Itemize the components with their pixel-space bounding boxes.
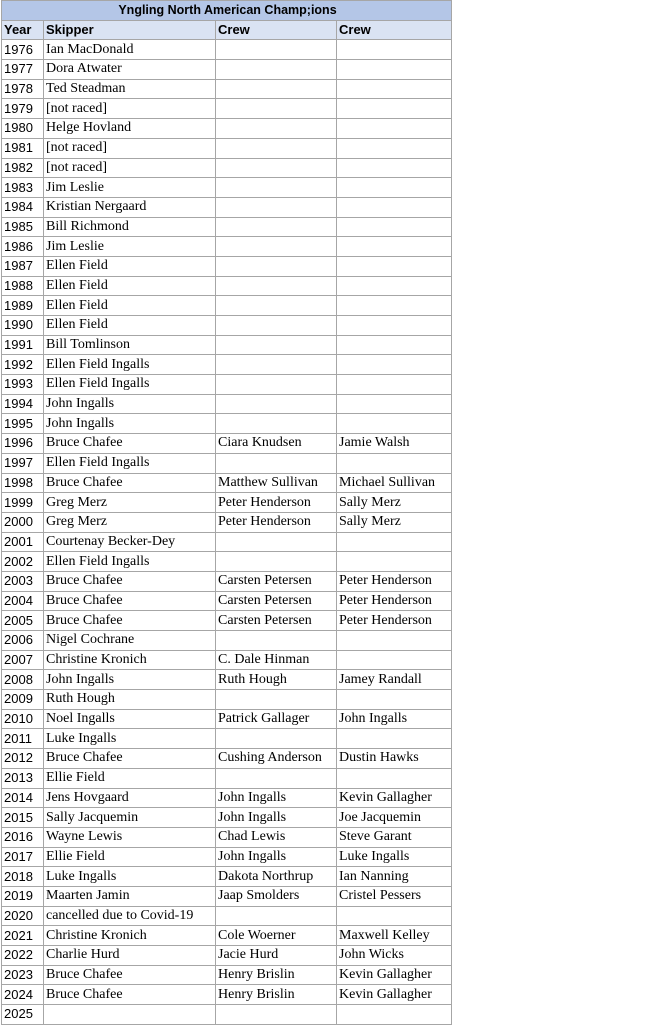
crew1-cell[interactable]: Ciara Knudsen: [216, 434, 337, 454]
crew2-cell[interactable]: [337, 729, 452, 749]
table-row: [2, 276, 452, 296]
year-cell[interactable]: 1980: [2, 119, 44, 139]
crew2-cell[interactable]: [337, 296, 452, 316]
crew2-cell[interactable]: [337, 631, 452, 651]
crew1-cell[interactable]: Peter Henderson: [216, 493, 337, 513]
crew1-cell[interactable]: John Ingalls: [216, 847, 337, 867]
year-cell[interactable]: 2008: [2, 670, 44, 690]
table-row: [2, 768, 452, 788]
table-row: [2, 631, 452, 651]
crew2-cell[interactable]: Sally Merz: [337, 493, 452, 513]
crew1-cell[interactable]: Jaap Smolders: [216, 886, 337, 906]
champions-table: [1, 0, 452, 1025]
table-row: [2, 453, 452, 473]
skipper-cell[interactable]: Ellen Field Ingalls: [44, 355, 216, 375]
skipper-cell[interactable]: Nigel Cochrane: [44, 631, 216, 651]
table-row: [2, 946, 452, 966]
year-cell[interactable]: 2005: [2, 611, 44, 631]
year-cell[interactable]: 1992: [2, 355, 44, 375]
skipper-cell[interactable]: [44, 1005, 216, 1025]
crew2-cell[interactable]: Dustin Hawks: [337, 749, 452, 769]
crew1-cell[interactable]: [216, 40, 337, 60]
year-cell[interactable]: 2017: [2, 847, 44, 867]
skipper-cell[interactable]: Sally Jacquemin: [44, 808, 216, 828]
year-cell[interactable]: 2012: [2, 749, 44, 769]
skipper-cell[interactable]: Jim Leslie: [44, 178, 216, 198]
table-row: [2, 611, 452, 631]
skipper-cell[interactable]: Ellen Field: [44, 256, 216, 276]
skipper-cell[interactable]: Luke Ingalls: [44, 729, 216, 749]
crew1-cell[interactable]: Henry Brislin: [216, 985, 337, 1005]
skipper-cell[interactable]: Bill Tomlinson: [44, 335, 216, 355]
crew2-cell[interactable]: [337, 650, 452, 670]
crew2-cell[interactable]: Jamey Randall: [337, 670, 452, 690]
year-cell[interactable]: 1991: [2, 335, 44, 355]
year-cell[interactable]: 2020: [2, 906, 44, 926]
table-row: [2, 670, 452, 690]
table-row: [2, 709, 452, 729]
skipper-cell[interactable]: Bruce Chafee: [44, 985, 216, 1005]
year-cell[interactable]: 2024: [2, 985, 44, 1005]
year-cell[interactable]: 2013: [2, 768, 44, 788]
crew1-cell[interactable]: [216, 158, 337, 178]
table-row: [2, 965, 452, 985]
crew1-cell[interactable]: [216, 256, 337, 276]
crew2-cell[interactable]: Kevin Gallagher: [337, 788, 452, 808]
year-cell[interactable]: 2018: [2, 867, 44, 887]
year-cell[interactable]: 2015: [2, 808, 44, 828]
crew1-cell[interactable]: Dakota Northrup: [216, 867, 337, 887]
table-row: [2, 886, 452, 906]
table-row: [2, 512, 452, 532]
crew1-cell[interactable]: [216, 316, 337, 336]
year-cell[interactable]: 1982: [2, 158, 44, 178]
crew2-cell[interactable]: Peter Henderson: [337, 571, 452, 591]
year-cell[interactable]: 1990: [2, 316, 44, 336]
table-row: [2, 552, 452, 572]
crew1-cell[interactable]: [216, 768, 337, 788]
skipper-cell[interactable]: [not raced]: [44, 138, 216, 158]
crew1-cell[interactable]: [216, 276, 337, 296]
crew2-cell[interactable]: [337, 237, 452, 257]
table-row: [2, 434, 452, 454]
table-row: [2, 1005, 452, 1025]
year-cell[interactable]: 2019: [2, 886, 44, 906]
crew1-cell[interactable]: [216, 532, 337, 552]
crew2-cell[interactable]: Kevin Gallagher: [337, 985, 452, 1005]
table-row: [2, 532, 452, 552]
crew2-cell[interactable]: [337, 138, 452, 158]
crew1-cell[interactable]: [216, 138, 337, 158]
crew2-cell[interactable]: [337, 276, 452, 296]
year-cell[interactable]: 2014: [2, 788, 44, 808]
crew1-cell[interactable]: [216, 119, 337, 139]
crew2-cell[interactable]: [337, 906, 452, 926]
skipper-cell[interactable]: Ellie Field: [44, 847, 216, 867]
crew1-cell[interactable]: [216, 296, 337, 316]
table-row: [2, 788, 452, 808]
table-row: [2, 571, 452, 591]
table-row: [2, 119, 452, 139]
table-row: [2, 493, 452, 513]
year-cell[interactable]: 2022: [2, 946, 44, 966]
skipper-cell[interactable]: Greg Merz: [44, 512, 216, 532]
crew1-cell[interactable]: [216, 99, 337, 119]
year-cell[interactable]: 2025: [2, 1005, 44, 1025]
crew2-cell[interactable]: [337, 178, 452, 198]
year-cell[interactable]: 2011: [2, 729, 44, 749]
skipper-cell[interactable]: Ellen Field: [44, 276, 216, 296]
skipper-cell[interactable]: Ellen Field Ingalls: [44, 552, 216, 572]
crew2-cell[interactable]: [337, 768, 452, 788]
year-cell[interactable]: 1978: [2, 79, 44, 99]
skipper-cell[interactable]: Christine Kronich: [44, 926, 216, 946]
skipper-cell[interactable]: Maarten Jamin: [44, 886, 216, 906]
crew1-cell[interactable]: [216, 394, 337, 414]
table-row: [2, 729, 452, 749]
crew1-cell[interactable]: Carsten Petersen: [216, 611, 337, 631]
crew2-cell[interactable]: [337, 552, 452, 572]
skipper-cell[interactable]: [not raced]: [44, 99, 216, 119]
crew2-cell[interactable]: Maxwell Kelley: [337, 926, 452, 946]
year-cell[interactable]: 2009: [2, 690, 44, 710]
crew2-cell[interactable]: [337, 256, 452, 276]
crew1-cell[interactable]: [216, 729, 337, 749]
skipper-cell[interactable]: Ellen Field: [44, 316, 216, 336]
skipper-cell[interactable]: Ian MacDonald: [44, 40, 216, 60]
crew2-cell[interactable]: [337, 375, 452, 395]
year-cell[interactable]: 1985: [2, 217, 44, 237]
crew1-cell[interactable]: C. Dale Hinman: [216, 650, 337, 670]
crew1-cell[interactable]: [216, 197, 337, 217]
skipper-cell[interactable]: John Ingalls: [44, 670, 216, 690]
table-row: [2, 296, 452, 316]
year-cell[interactable]: 1994: [2, 394, 44, 414]
title-row: [2, 1, 452, 21]
table-row: [2, 138, 452, 158]
table-row: [2, 847, 452, 867]
year-cell[interactable]: 2001: [2, 532, 44, 552]
crew2-cell[interactable]: Kevin Gallagher: [337, 965, 452, 985]
crew1-cell[interactable]: John Ingalls: [216, 808, 337, 828]
year-cell[interactable]: 1988: [2, 276, 44, 296]
year-cell[interactable]: 2002: [2, 552, 44, 572]
skipper-cell[interactable]: Greg Merz: [44, 493, 216, 513]
crew2-cell[interactable]: [337, 99, 452, 119]
table-row: [2, 99, 452, 119]
crew2-cell[interactable]: Steve Garant: [337, 827, 452, 847]
crew1-cell[interactable]: [216, 453, 337, 473]
skipper-cell[interactable]: Ellie Field: [44, 768, 216, 788]
skipper-cell[interactable]: Bruce Chafee: [44, 434, 216, 454]
crew1-cell[interactable]: Carsten Petersen: [216, 571, 337, 591]
year-cell[interactable]: 1996: [2, 434, 44, 454]
table-row: [2, 867, 452, 887]
crew2-cell[interactable]: Luke Ingalls: [337, 847, 452, 867]
crew1-cell[interactable]: Peter Henderson: [216, 512, 337, 532]
crew1-cell[interactable]: Patrick Gallager: [216, 709, 337, 729]
table-row: [2, 60, 452, 80]
crew2-cell[interactable]: [337, 1005, 452, 1025]
table-row: [2, 40, 452, 60]
crew2-cell[interactable]: [337, 414, 452, 434]
year-cell[interactable]: 1998: [2, 473, 44, 493]
skipper-cell[interactable]: [not raced]: [44, 158, 216, 178]
year-cell[interactable]: 2006: [2, 631, 44, 651]
table-row: [2, 906, 452, 926]
skipper-cell[interactable]: John Ingalls: [44, 394, 216, 414]
crew2-cell[interactable]: [337, 316, 452, 336]
table-row: [2, 808, 452, 828]
skipper-cell[interactable]: Bruce Chafee: [44, 749, 216, 769]
crew1-cell[interactable]: [216, 237, 337, 257]
crew2-cell[interactable]: [337, 335, 452, 355]
year-cell[interactable]: 2021: [2, 926, 44, 946]
skipper-cell[interactable]: Ellen Field Ingalls: [44, 453, 216, 473]
skipper-cell[interactable]: Dora Atwater: [44, 60, 216, 80]
year-cell[interactable]: 2004: [2, 591, 44, 611]
table-row: [2, 316, 452, 336]
skipper-cell[interactable]: Jens Hovgaard: [44, 788, 216, 808]
year-cell[interactable]: 1987: [2, 256, 44, 276]
crew1-cell[interactable]: Jacie Hurd: [216, 946, 337, 966]
table-row: [2, 79, 452, 99]
year-cell[interactable]: 1984: [2, 197, 44, 217]
year-cell[interactable]: 1983: [2, 178, 44, 198]
crew2-cell[interactable]: Joe Jacquemin: [337, 808, 452, 828]
crew1-cell[interactable]: [216, 60, 337, 80]
crew2-cell[interactable]: John Ingalls: [337, 709, 452, 729]
crew2-cell[interactable]: Cristel Pessers: [337, 886, 452, 906]
table-row: [2, 178, 452, 198]
table-row: [2, 827, 452, 847]
crew2-cell[interactable]: [337, 119, 452, 139]
table-body: [2, 40, 452, 1024]
skipper-cell[interactable]: Noel Ingalls: [44, 709, 216, 729]
crew1-cell[interactable]: [216, 355, 337, 375]
skipper-cell[interactable]: Christine Kronich: [44, 650, 216, 670]
table-row: [2, 237, 452, 257]
table-row: [2, 473, 452, 493]
skipper-cell[interactable]: cancelled due to Covid-19: [44, 906, 216, 926]
table-row: [2, 394, 452, 414]
crew1-cell[interactable]: John Ingalls: [216, 788, 337, 808]
crew1-cell[interactable]: [216, 906, 337, 926]
crew2-cell[interactable]: [337, 690, 452, 710]
skipper-cell[interactable]: Bruce Chafee: [44, 611, 216, 631]
crew2-cell[interactable]: John Wicks: [337, 946, 452, 966]
crew2-cell[interactable]: [337, 453, 452, 473]
year-cell[interactable]: 2003: [2, 571, 44, 591]
skipper-cell[interactable]: Ellen Field: [44, 296, 216, 316]
skipper-cell[interactable]: Luke Ingalls: [44, 867, 216, 887]
year-cell[interactable]: 2016: [2, 827, 44, 847]
crew2-cell[interactable]: [337, 394, 452, 414]
skipper-cell[interactable]: Ellen Field Ingalls: [44, 375, 216, 395]
crew1-cell[interactable]: Cushing Anderson: [216, 749, 337, 769]
crew1-cell[interactable]: [216, 690, 337, 710]
table-row: [2, 158, 452, 178]
crew1-cell[interactable]: Ruth Hough: [216, 670, 337, 690]
table-row: [2, 650, 452, 670]
crew2-cell[interactable]: Ian Nanning: [337, 867, 452, 887]
header-row: [2, 20, 452, 40]
header-year[interactable]: Year: [2, 20, 44, 40]
table-row: [2, 591, 452, 611]
table-row: [2, 217, 452, 237]
crew1-cell[interactable]: Henry Brislin: [216, 965, 337, 985]
table-row: [2, 375, 452, 395]
crew1-cell[interactable]: [216, 375, 337, 395]
year-cell[interactable]: 1986: [2, 237, 44, 257]
year-cell[interactable]: 1976: [2, 40, 44, 60]
skipper-cell[interactable]: Ted Steadman: [44, 79, 216, 99]
year-cell[interactable]: 2010: [2, 709, 44, 729]
year-cell[interactable]: 2000: [2, 512, 44, 532]
crew1-cell[interactable]: [216, 631, 337, 651]
crew2-cell[interactable]: [337, 355, 452, 375]
skipper-cell[interactable]: Charlie Hurd: [44, 946, 216, 966]
crew2-cell[interactable]: [337, 60, 452, 80]
crew2-cell[interactable]: [337, 217, 452, 237]
crew2-cell[interactable]: Sally Merz: [337, 512, 452, 532]
header-crew-2[interactable]: Crew: [337, 20, 452, 40]
skipper-cell[interactable]: Bruce Chafee: [44, 591, 216, 611]
crew1-cell[interactable]: Cole Woerner: [216, 926, 337, 946]
table-row: [2, 926, 452, 946]
skipper-cell[interactable]: Bruce Chafee: [44, 473, 216, 493]
year-cell[interactable]: 1977: [2, 60, 44, 80]
table-row: [2, 985, 452, 1005]
crew1-cell[interactable]: [216, 79, 337, 99]
skipper-cell[interactable]: John Ingalls: [44, 414, 216, 434]
crew2-cell[interactable]: Peter Henderson: [337, 611, 452, 631]
year-cell[interactable]: 1999: [2, 493, 44, 513]
table-row: [2, 749, 452, 769]
skipper-cell[interactable]: Courtenay Becker-Dey: [44, 532, 216, 552]
crew1-cell[interactable]: Carsten Petersen: [216, 591, 337, 611]
table-row: [2, 256, 452, 276]
crew1-cell[interactable]: [216, 1005, 337, 1025]
skipper-cell[interactable]: Jim Leslie: [44, 237, 216, 257]
crew2-cell[interactable]: [337, 79, 452, 99]
skipper-cell[interactable]: Bill Richmond: [44, 217, 216, 237]
crew1-cell[interactable]: [216, 552, 337, 572]
crew2-cell[interactable]: Michael Sullivan: [337, 473, 452, 493]
table-title[interactable]: Yngling North American Champ;ions: [2, 1, 452, 21]
skipper-cell[interactable]: Bruce Chafee: [44, 571, 216, 591]
year-cell[interactable]: 1989: [2, 296, 44, 316]
year-cell[interactable]: 1995: [2, 414, 44, 434]
crew2-cell[interactable]: [337, 197, 452, 217]
crew2-cell[interactable]: [337, 158, 452, 178]
table-row: [2, 690, 452, 710]
skipper-cell[interactable]: Kristian Nergaard: [44, 197, 216, 217]
crew1-cell[interactable]: [216, 414, 337, 434]
crew2-cell[interactable]: [337, 532, 452, 552]
header-skipper[interactable]: Skipper: [44, 20, 216, 40]
skipper-cell[interactable]: Helge Hovland: [44, 119, 216, 139]
table-row: [2, 335, 452, 355]
year-cell[interactable]: 1993: [2, 375, 44, 395]
crew1-cell[interactable]: [216, 178, 337, 198]
table-row: [2, 414, 452, 434]
crew1-cell[interactable]: [216, 217, 337, 237]
crew1-cell[interactable]: [216, 335, 337, 355]
table-row: [2, 197, 452, 217]
crew2-cell[interactable]: Peter Henderson: [337, 591, 452, 611]
crew1-cell[interactable]: Chad Lewis: [216, 827, 337, 847]
crew2-cell[interactable]: [337, 40, 452, 60]
skipper-cell[interactable]: Ruth Hough: [44, 690, 216, 710]
year-cell[interactable]: 2023: [2, 965, 44, 985]
year-cell[interactable]: 1981: [2, 138, 44, 158]
crew2-cell[interactable]: Jamie Walsh: [337, 434, 452, 454]
year-cell[interactable]: 2007: [2, 650, 44, 670]
year-cell[interactable]: 1997: [2, 453, 44, 473]
table-row: [2, 355, 452, 375]
skipper-cell[interactable]: Wayne Lewis: [44, 827, 216, 847]
year-cell[interactable]: 1979: [2, 99, 44, 119]
skipper-cell[interactable]: Bruce Chafee: [44, 965, 216, 985]
header-crew-1[interactable]: Crew: [216, 20, 337, 40]
crew1-cell[interactable]: Matthew Sullivan: [216, 473, 337, 493]
